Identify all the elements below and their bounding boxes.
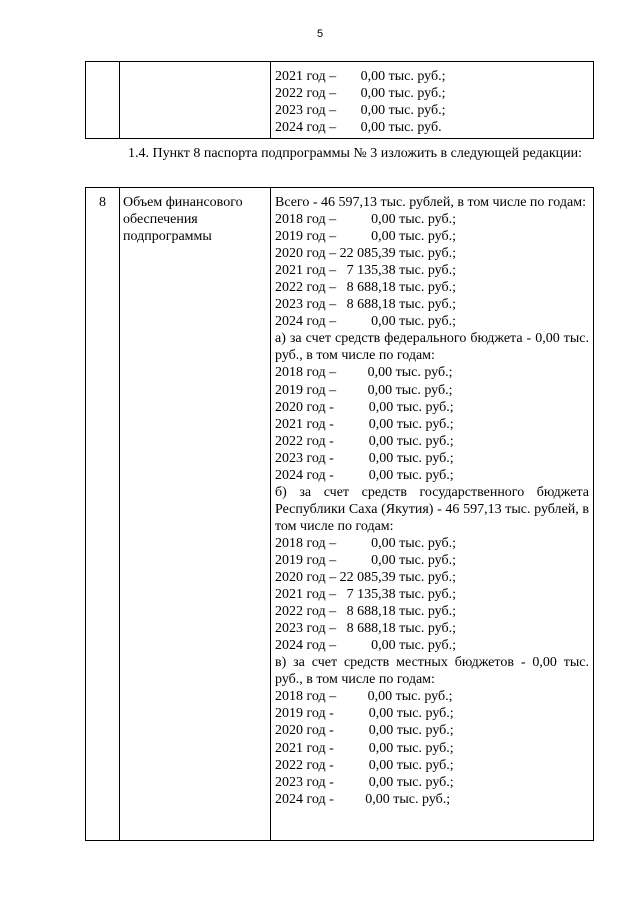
year-line: 2020 год - 0,00 тыс. руб.; [275, 723, 454, 739]
year-line: 2022 год – 8 688,18 тыс. руб.; [275, 604, 456, 620]
item-content-cell [271, 188, 594, 841]
year-line: 2018 год – 0,00 тыс. руб.; [275, 365, 453, 381]
year-line: 2021 год – 0,00 тыс. руб.; [275, 69, 446, 84]
year-line: 2018 год – 0,00 тыс. руб.; [275, 535, 456, 551]
year-line: 2024 год - 0,00 тыс. руб.; [275, 467, 454, 483]
year-line: 2024 год – 0,00 тыс. руб.; [275, 638, 456, 654]
main-table [85, 187, 594, 841]
year-line: 2024 год – 0,00 тыс. руб. [275, 120, 442, 136]
state-intro: б) за счет средств государственного бюджета Республики Саха (Якутия) - 46 597,13 тыс. рублей, в том числе по годам: [275, 484, 589, 534]
local-intro: в) за счет средств местных бюджетов - 0,00 тыс. руб., в том числе по годам: [275, 655, 589, 688]
item-label-cell [120, 188, 271, 841]
year-line: 2021 год – 7 135,38 тыс. руб.; [275, 587, 456, 603]
year-line: 2019 год – 0,00 тыс. руб.; [275, 552, 456, 568]
year-line: 2022 год - 0,00 тыс. руб.; [275, 757, 454, 773]
year-line: 2018 год – 0,00 тыс. руб.; [275, 689, 453, 705]
year-line: 2018 год – 0,00 тыс. руб.; [275, 212, 456, 228]
top-table-content-cell [271, 62, 594, 139]
amendment-paragraph: 1.4. Пункт 8 паспорта подпрограммы № 3 изложить в следующей редакции: [128, 146, 582, 161]
year-line: 2023 год - 0,00 тыс. руб.; [275, 450, 454, 466]
year-line: 2024 год – 0,00 тыс. руб.; [275, 314, 456, 330]
top-table-num-cell [86, 62, 120, 139]
year-line: 2019 год - 0,00 тыс. руб.; [275, 706, 454, 722]
top-table [85, 61, 594, 139]
item-number: 8 [99, 195, 106, 210]
federal-intro: а) за счет средств федерального бюджета - 0,00 тыс. руб., в том числе по годам: [275, 331, 589, 364]
year-line: 2022 год - 0,00 тыс. руб.; [275, 433, 454, 449]
year-line: 2021 год – 7 135,38 тыс. руб.; [275, 263, 456, 279]
page-number: 5 [316, 28, 324, 40]
total-intro: Всего - 46 597,13 тыс. рублей, в том числе по годам: [275, 195, 586, 210]
item-number-cell [86, 188, 120, 841]
year-line: 2021 год - 0,00 тыс. руб.; [275, 416, 454, 432]
item-label: Объем финансового обеспечения подпрограммы [123, 195, 243, 244]
year-line: 2021 год - 0,00 тыс. руб.; [275, 740, 454, 756]
year-line: 2023 год - 0,00 тыс. руб.; [275, 774, 454, 790]
year-line: 2023 год – 0,00 тыс. руб.; [275, 103, 446, 119]
year-line: 2020 год – 22 085,39 тыс. руб.; [275, 570, 456, 586]
year-line: 2020 год – 22 085,39 тыс. руб.; [275, 246, 456, 262]
year-line: 2022 год – 0,00 тыс. руб.; [275, 86, 446, 102]
year-line: 2023 год – 8 688,18 тыс. руб.; [275, 297, 456, 313]
year-line: 2024 год - 0,00 тыс. руб.; [275, 791, 451, 807]
year-line: 2020 год - 0,00 тыс. руб.; [275, 399, 454, 415]
year-line: 2019 год – 0,00 тыс. руб.; [275, 382, 453, 398]
year-line: 2019 год – 0,00 тыс. руб.; [275, 229, 456, 245]
year-line: 2023 год – 8 688,18 тыс. руб.; [275, 621, 456, 637]
year-line: 2022 год – 8 688,18 тыс. руб.; [275, 280, 456, 296]
top-table-label-cell [120, 62, 271, 139]
